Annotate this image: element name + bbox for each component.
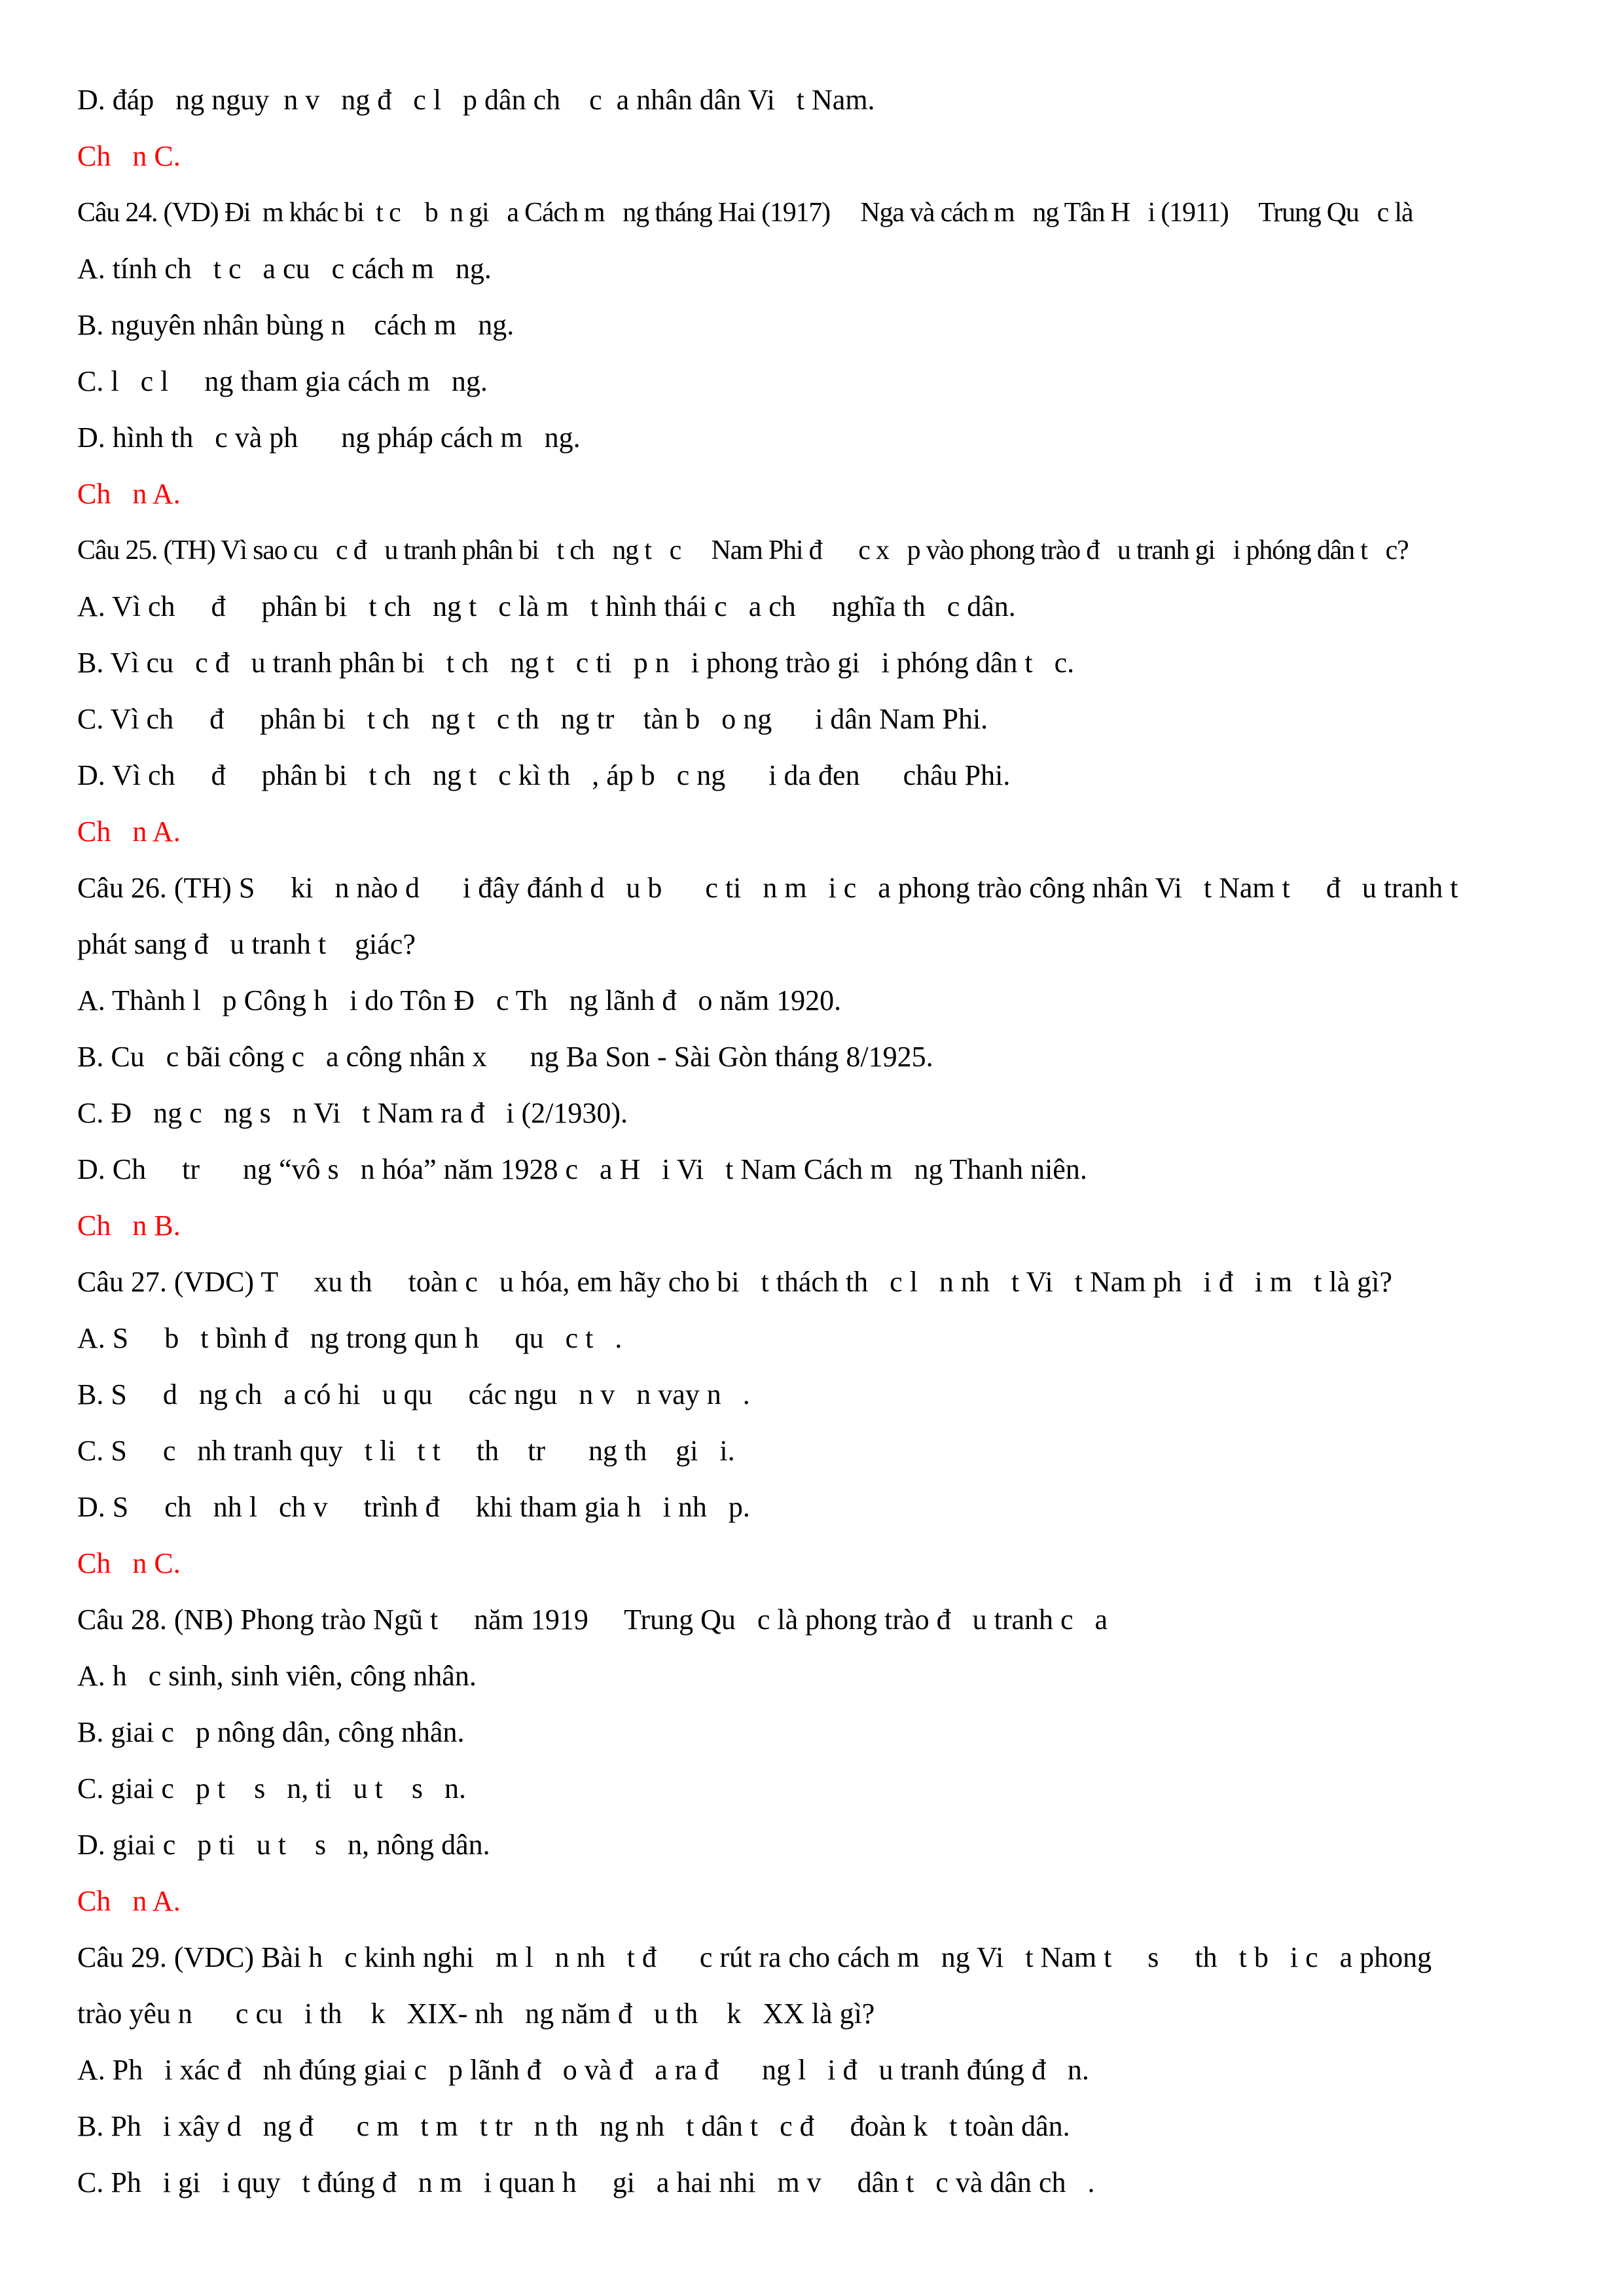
question-29-cont: trào yêu n c cu i th k XIX- nh ng năm đ u th k XX là gì? (77, 1998, 875, 2030)
answer-q24: Ch n A. (77, 478, 181, 510)
answer-q27: Ch n C. (77, 1547, 181, 1579)
answer-q26: Ch n B. (77, 1210, 181, 1242)
question-24: Câu 24. (VD) Đi m khác bi t c b n gi a Cách m ng tháng Hai (1917) Nga và cách m ng Tân H i (1911) Trung Qu c là (77, 198, 1413, 228)
option-b-q28: B. giai c p nông dân, công nhân. (77, 1716, 465, 1748)
option-c-q24: C. l c l ng tham gia cách m ng. (77, 365, 488, 397)
answer-q28: Ch n A. (77, 1885, 181, 1917)
question-26: Câu 26. (TH) S ki n nào d i đây đánh d u b c ti n m i c a phong trào công nhân Vi t Nam t đ u tranh t (77, 872, 1458, 904)
option-c-q28: C. giai c p t s n, ti u t s n. (77, 1772, 466, 1804)
option-a-q26: A. Thành l p Công h i do Tôn Đ c Th ng lãnh đ o năm 1920. (77, 984, 842, 1016)
option-b-q26: B. Cu c bãi công c a công nhân x ng Ba Son - Sài Gòn tháng 8/1925. (77, 1041, 933, 1073)
option-d-q24: D. hình th c và ph ng pháp cách m ng. (77, 422, 581, 454)
option-a-q24: A. tính ch t c a cu c cách m ng. (77, 253, 492, 285)
option-b-q25: B. Vì cu c đ u tranh phân bi t ch ng t c ti p n i phong trào gi i phóng dân t c. (77, 647, 1075, 679)
question-28: Câu 28. (NB) Phong trào Ngũ t năm 1919 Trung Qu c là phong trào đ u tranh c a (77, 1604, 1108, 1636)
option-d-q28: D. giai c p ti u t s n, nông dân. (77, 1829, 490, 1861)
option-d-q26: D. Ch tr ng “vô s n hóa” năm 1928 c a H i Vi t Nam Cách m ng Thanh niên. (77, 1153, 1087, 1185)
option-b-q24: B. nguyên nhân bùng n cách m ng. (77, 309, 514, 341)
option-d-q23: D. đáp ng nguy n v ng đ c l p dân ch c a nhân dân Vi t Nam. (77, 84, 875, 116)
option-d-q27: D. S ch nh l ch v trình đ khi tham gia h i nh p. (77, 1491, 750, 1523)
option-b-q29: B. Ph i xây d ng đ c m t m t tr n th ng nh t dân t c đ đoàn k t toàn dân. (77, 2110, 1070, 2142)
option-c-q25: C. Vì ch đ phân bi t ch ng t c th ng tr tàn b o ng i dân Nam Phi. (77, 703, 988, 735)
question-26-cont: phát sang đ u tranh t giác? (77, 928, 416, 960)
option-c-q27: C. S c nh tranh quy t li t t th tr ng th gi i. (77, 1435, 735, 1467)
option-d-q25: D. Vì ch đ phân bi t ch ng t c kì th , áp b c ng i da đen châu Phi. (77, 759, 1011, 791)
option-a-q28: A. h c sinh, sinh viên, công nhân. (77, 1660, 477, 1692)
option-c-q26: C. Đ ng c ng s n Vi t Nam ra đ i (2/1930). (77, 1097, 628, 1129)
option-a-q25: A. Vì ch đ phân bi t ch ng t c là m t hình thái c a ch nghĩa th c dân. (77, 590, 1016, 622)
question-27: Câu 27. (VDC) T xu th toàn c u hóa, em hãy cho bi t thách th c l n nh t Vi t Nam ph i đ i m t là gì? (77, 1266, 1392, 1298)
question-25: Câu 25. (TH) Vì sao cu c đ u tranh phân bi t ch ng t c Nam Phi đ c x p vào phong trào đ u tranh gi i phóng dân t c? (77, 535, 1409, 565)
option-b-q27: B. S d ng ch a có hi u qu các ngu n v n vay n . (77, 1378, 750, 1410)
option-a-q29: A. Ph i xác đ nh đúng giai c p lãnh đ o và đ a ra đ ng l i đ u tranh đúng đ n. (77, 2054, 1089, 2086)
option-c-q29: C. Ph i gi i quy t đúng đ n m i quan h gi a hai nhi m v dân t c và dân ch . (77, 2166, 1095, 2198)
answer-q25: Ch n A. (77, 816, 181, 848)
question-29: Câu 29. (VDC) Bài h c kinh nghi m l n nh t đ c rút ra cho cách m ng Vi t Nam t s th t b i c a phong (77, 1941, 1432, 1973)
answer-q23: Ch n C. (77, 140, 181, 172)
option-a-q27: A. S b t bình đ ng trong qun h qu c t . (77, 1322, 623, 1354)
